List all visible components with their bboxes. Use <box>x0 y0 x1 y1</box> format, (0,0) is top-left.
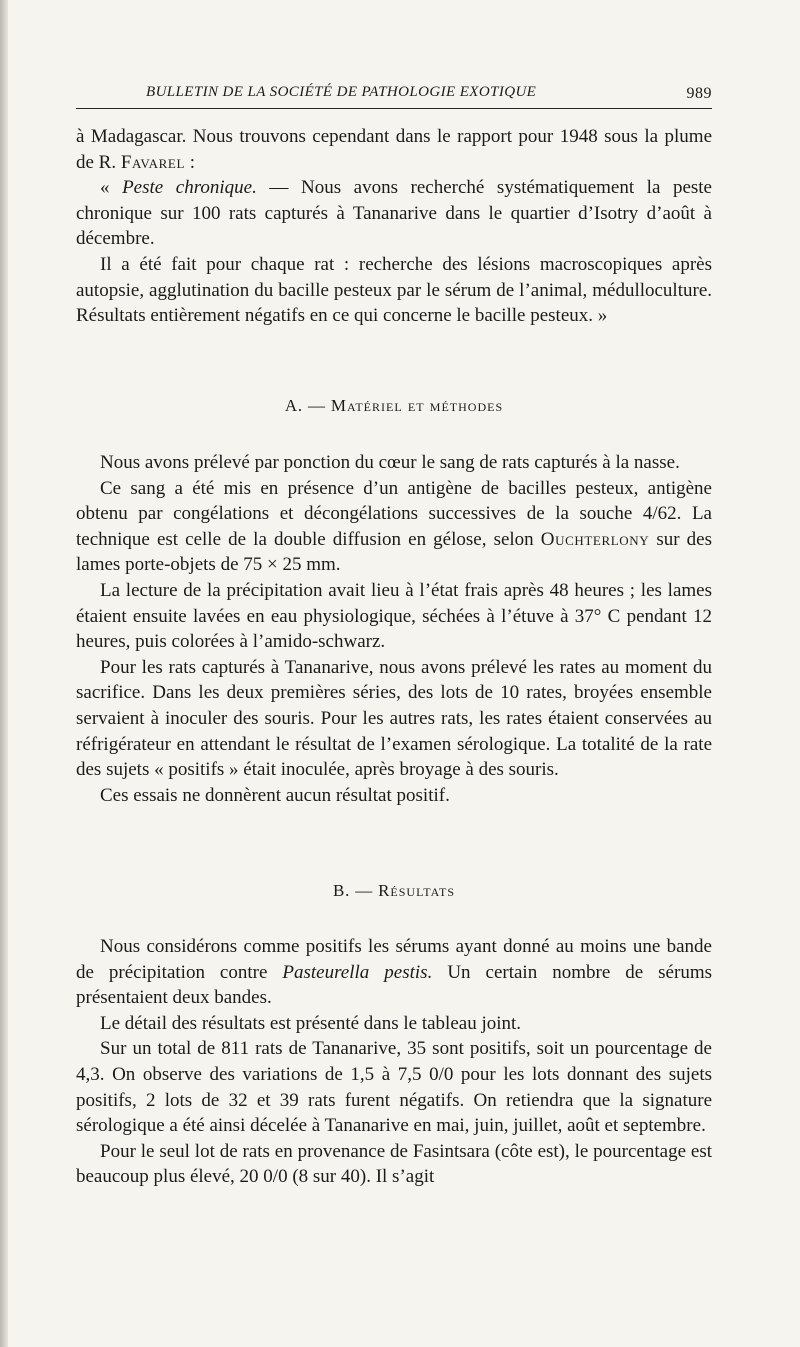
journal-title: BULLETIN DE LA SOCIÉTÉ DE PATHOLOGIE EXOTIQUE <box>146 84 537 100</box>
intro-paragraph-3: Il a été fait pour chaque rat : recherche des lésions macroscopiques après autopsie, agglutination du bacille pesteux par le sérum de l’animal, médulloculture. Résultats entièrement négatifs en ce qui concerne le bacille pesteux. » <box>76 253 712 327</box>
section-b-paragraph-2: Le détail des résultats est présenté dans le tableau joint. <box>100 1012 522 1034</box>
intro-paragraph-1: à Madagascar. Nous trouvons cependant dans le rapport pour 1948 sous la plume de R. Favarel : <box>76 126 712 173</box>
section-heading: B. — Résultats <box>332 881 456 900</box>
author-name: Favarel <box>120 151 185 173</box>
section-heading: A. — Matériel et méthodes <box>284 396 504 415</box>
section-a-paragraph-4: Pour les rats capturés à Tananarive, nous avons prélevé les rates au moment du sacrifice. Dans les deux premières séries, des lots de 10 rates, broyées ensemble servaient à inoculer des souris. Pour les autres rats, les rates étaient conservées au réfrigérateur en attendant le résultat de l’examen sérologique. La totalité de la rate des sujets « positifs » était inoculée, après broyage à des souris. <box>76 656 712 781</box>
section-b-heading <box>76 881 712 901</box>
section-a-heading <box>76 396 712 416</box>
quote-title: Peste chronique. <box>122 177 257 199</box>
section-b-paragraph-1: Nous considérons comme positifs les sérums ayant donné au moins une bande de précipitation contre Pasteurella pestis. Un certain nombre de sérums présentaient deux bandes. <box>76 936 712 1009</box>
author-name: Ouchterlony <box>540 528 650 550</box>
section-b-paragraph-3: Sur un total de 811 rats de Tananarive, 35 sont positifs, soit un pourcentage de 4,3. On observe des variations de 1,5 à 7,5 0/0 pour les lots donnant des sujets positifs, 2 lots de 32 et 39 rats furent négatifs. On retiendra que la signature sérologique a été ainsi décelée à Tananarive en mai, juin, juillet, août et septembre. <box>76 1038 712 1137</box>
section-b-paragraph-4: Pour le seul lot de rats en provenance de Fasintsara (côte est), le pourcentage est beaucoup plus élevé, 20 0/0 (8 sur 40). Il s’agit <box>76 1140 712 1188</box>
section-a-paragraph-1: Nous avons prélevé par ponction du cœur le sang de rats capturés à la nasse. <box>100 452 680 473</box>
section-a-paragraph-3: La lecture de la précipitation avait lieu à l’état frais après 48 heures ; les lames étaient ensuite lavées en eau physiologique, séchées à l’étuve à 37° C pendant 12 heures, puis colorées à l’amido-schwarz. <box>76 579 712 653</box>
page-number: 989 <box>686 85 712 102</box>
intro-paragraph-2: « Peste chronique. — Nous avons recherché systématiquement la peste chronique sur 100 rats capturés à Tananarive dans le quartier d’Isotry d’août à décembre. <box>76 177 712 250</box>
running-header <box>76 84 712 109</box>
section-a-body <box>76 450 712 808</box>
section-b-body <box>76 934 712 1190</box>
section-a-paragraph-5: Ces essais ne donnèrent aucun résultat positif. <box>100 784 450 806</box>
page-edge <box>0 0 8 1347</box>
intro-block <box>76 124 712 329</box>
species-name: Pasteurella pestis. <box>282 961 433 983</box>
section-a-paragraph-2: Ce sang a été mis en présence d’un antigène de bacilles pesteux, antigène obtenu par congélations et décongélations successives de la souche 4/62. La technique est celle de la double diffusion en gélose, selon Ouchterlony sur des lames porte-objets de 75 × 25 mm. <box>76 477 712 576</box>
